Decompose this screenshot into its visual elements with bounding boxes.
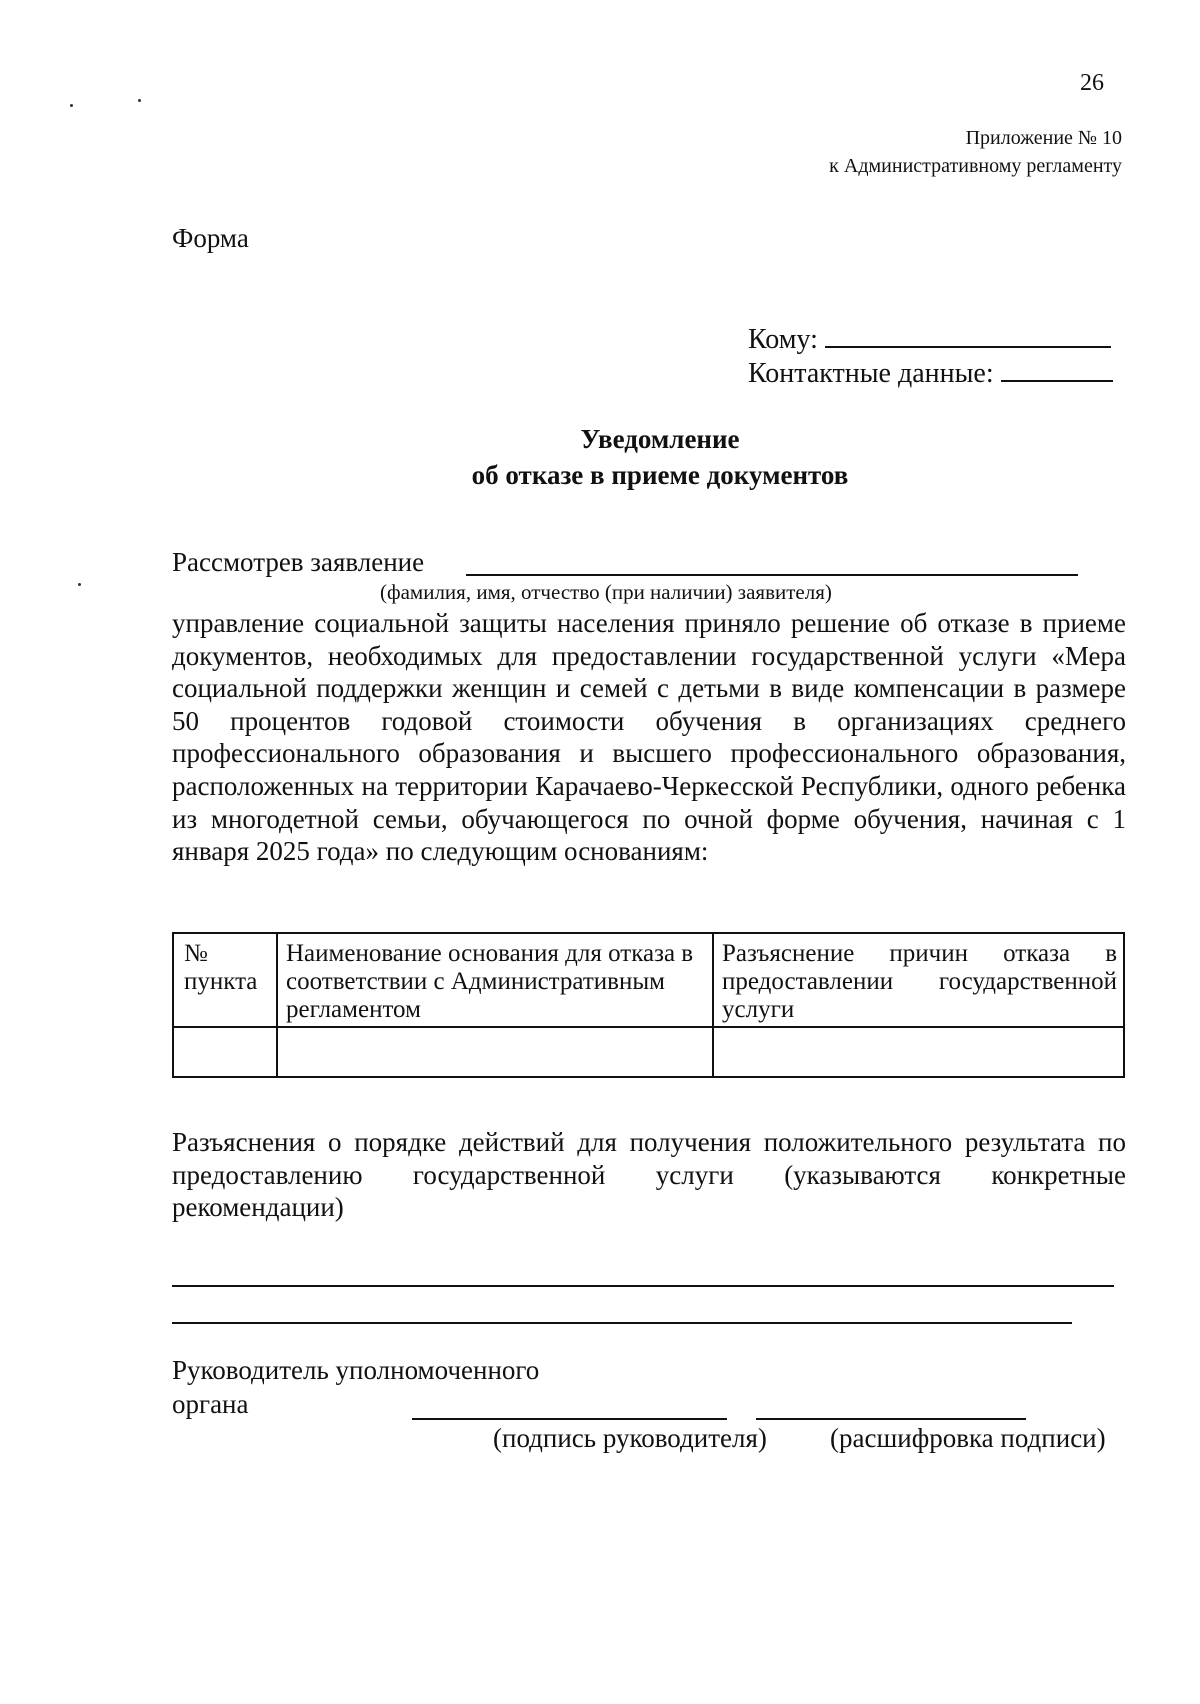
header-cell-number: № пункта (173, 933, 277, 1027)
head-title-line2: органа (172, 1389, 249, 1419)
signature-name-blank[interactable] (756, 1418, 1026, 1420)
head-title-line1: Руководитель уполномоченного (172, 1355, 540, 1385)
table-cell[interactable] (713, 1027, 1124, 1077)
name-caption: (расшифровка подписи) (830, 1423, 1106, 1453)
table-row (173, 1027, 1124, 1077)
recipient-to-line (748, 324, 1111, 356)
appendix-number: Приложение № 10 (965, 127, 1122, 149)
contact-blank-field[interactable] (1001, 379, 1113, 382)
title-line1: Уведомление (580, 424, 740, 454)
form-label: Форма (172, 223, 249, 253)
scan-speck (138, 99, 141, 102)
scan-speck (78, 583, 81, 586)
recipient-contact-line (748, 358, 1113, 390)
contact-label: Контактные данные: (748, 358, 994, 389)
explanations-text: Разъяснения о порядке действий для получения положительного результата по предоставлению государственной услуги (указываются конкретные рекомендации) (172, 1127, 1126, 1222)
table-header-row (173, 933, 1124, 1027)
header-cell-ground: Наименование основания для отказа в соответствии с Административным регламентом (277, 933, 713, 1027)
document-title (0, 421, 1200, 493)
grounds-table (172, 932, 1125, 1078)
table-cell[interactable] (173, 1027, 277, 1077)
decision-text: управление социальной защиты населения приняло решение об отказе в приеме документов, необходимых для предоставлении государственной услуги «Мера социальной поддержки женщин и семей с детьми в виде компенсации в размере 50 процентов годовой стоимости обучения в организациях среднего профессионального образования и высшего профессионального образования, расположенных на территории Карачаево-Черкесской Республики, одного ребенка из многодетной семьи, обучающегося по очной форме обучения, начиная с 1 января 2025 года» по следующим основаниям: (172, 608, 1126, 867)
reviewed-label: Рассмотрев заявление (172, 547, 425, 577)
table-cell[interactable] (277, 1027, 713, 1077)
explanation-blank-line[interactable] (172, 1322, 1072, 1324)
page-number: 26 (1080, 70, 1104, 96)
to-blank-field[interactable] (825, 345, 1111, 348)
applicant-caption: (фамилия, имя, отчество (при наличии) заявителя) (380, 580, 832, 604)
appendix-note (829, 124, 1122, 180)
header-cell-explanation-text: Разъяснение причин отказа в предоставлении государственной услуги (722, 940, 1117, 1023)
to-label: Кому: (748, 324, 818, 355)
header-cell-explanation (713, 933, 1124, 1027)
appendix-reference: к Административному регламенту (829, 155, 1122, 177)
scan-speck (70, 104, 73, 107)
applicant-name-blank[interactable] (466, 574, 1078, 576)
title-line2: об отказе в приеме документов (471, 460, 849, 490)
explanation-blank-line[interactable] (172, 1285, 1114, 1287)
signature-blank[interactable] (412, 1418, 727, 1420)
signature-caption: (подпись руководителя) (493, 1423, 767, 1453)
